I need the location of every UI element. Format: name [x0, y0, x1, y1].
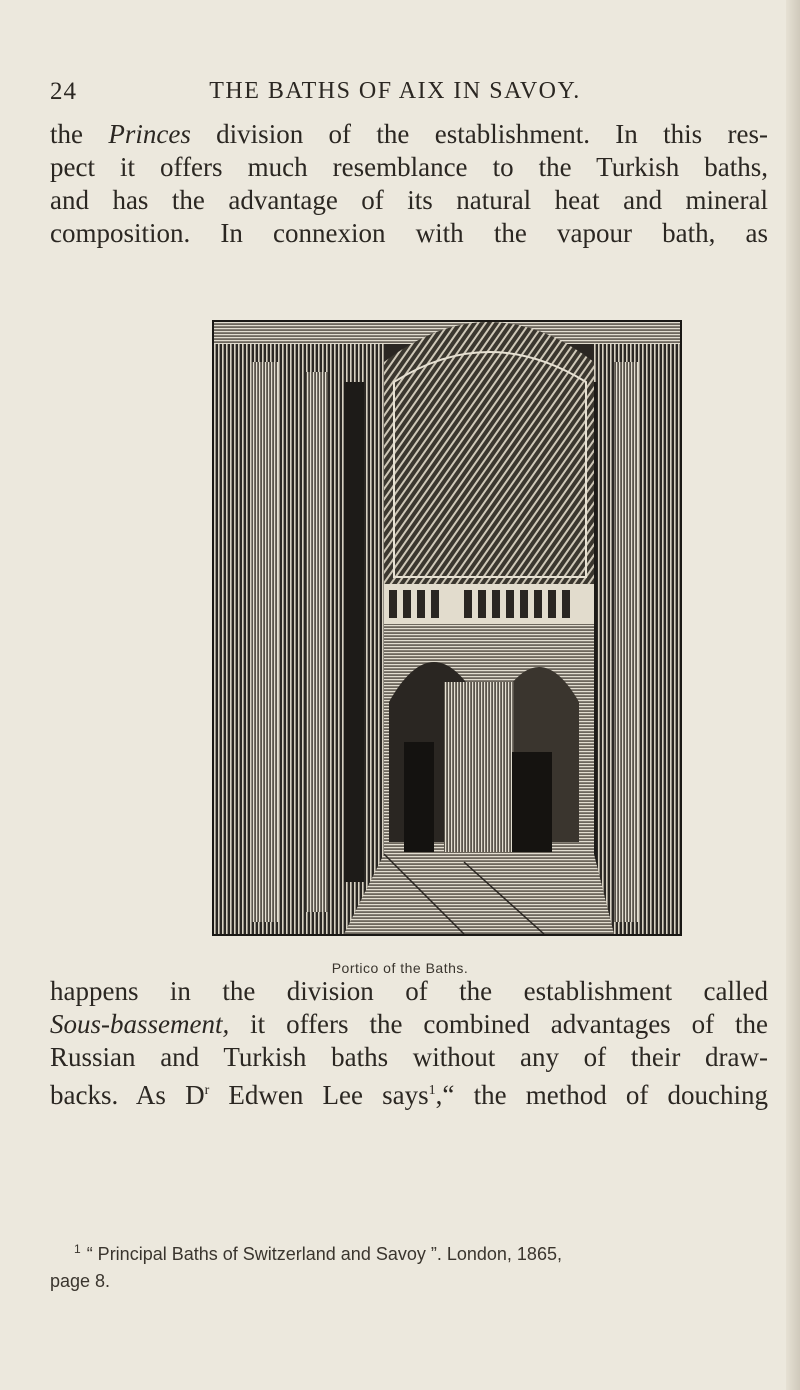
superscript: r — [204, 1083, 210, 1098]
text-line: and has the advantage of its natural heat and mineral — [50, 185, 768, 215]
paragraph-1 — [50, 118, 768, 250]
footnote-line: $^1$ “ Principal Baths of Switzerland and Savoy ”. London, 1865, — [74, 1242, 562, 1264]
page-number: 24 — [50, 78, 77, 105]
running-title: THE BATHS OF AIX IN SAVOY. — [209, 78, 581, 104]
page-edge — [786, 0, 800, 1390]
text-line: Russian and Turkish baths without any of their draw- — [50, 1042, 768, 1072]
text-line: happens in the division of the establishment called — [50, 976, 768, 1006]
text-line: Sous-bassement, it offers the combined advantages of the — [50, 1009, 768, 1039]
figure-caption: Portico of the Baths. — [331, 960, 469, 976]
text-line: backs. As $D^r$ Edwen Lee says$^1$,“ the method of douching — [50, 1080, 769, 1110]
paragraph-2 — [50, 975, 768, 1112]
text-line: pect it offers much resemblance to the Turkish baths, — [50, 152, 768, 182]
page-header — [50, 78, 740, 114]
italic-term: Princes — [108, 119, 191, 149]
portico-engraving — [212, 320, 682, 936]
footnote-reference: 1 — [428, 1083, 436, 1098]
text-line: the Princes division of the establishment. In this res- — [50, 119, 768, 149]
engraving-illustration — [214, 322, 680, 934]
footnote-line: page 8. — [50, 1271, 111, 1291]
footnote-mark: 1 — [74, 1242, 81, 1256]
footnote — [50, 1236, 768, 1295]
italic-term: Sous-bassement, — [50, 1009, 230, 1039]
text-line: composition. In connexion with the vapour bath, as — [50, 218, 768, 248]
